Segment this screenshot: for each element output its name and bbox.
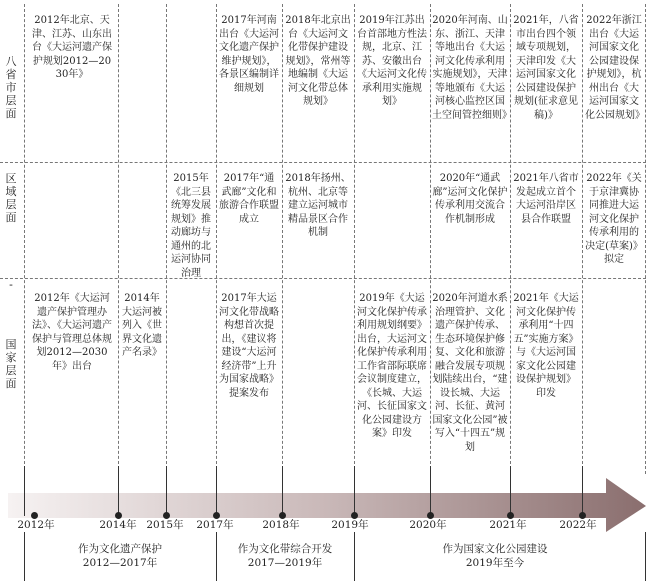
timeline-tick bbox=[282, 466, 283, 516]
timeline-tick bbox=[118, 466, 119, 516]
year-label: 2019年 bbox=[331, 519, 369, 531]
year-label: 2018年 bbox=[262, 519, 300, 531]
province-cell-2019: 2019年江苏出台首部地方性法规，北京、江苏、安徽出台《大运河文化传承利用实施规划》 bbox=[357, 15, 427, 107]
phase-divider bbox=[24, 532, 25, 581]
phase-period: 2012—2017年 bbox=[82, 557, 158, 569]
grid-vline bbox=[354, 4, 355, 474]
year-label: 2021年 bbox=[489, 519, 527, 531]
region-cell-2022: 2022年《关于京津冀协同推进大运河文化保护传承利用的决定(草案)》拟定 bbox=[585, 173, 643, 265]
grid-hline bbox=[0, 278, 646, 279]
side-label-nation: 国家层面 bbox=[5, 338, 17, 390]
phase-title: 作为文化遗产保护 bbox=[78, 543, 162, 555]
province-cell-2017: 2017年河南出台《大运河文化遗产保护维护规划》，各景区编制详细规划 bbox=[219, 15, 279, 94]
year-label: 2014年 bbox=[99, 519, 137, 531]
phase-divider bbox=[216, 532, 217, 581]
phase-title: 作为文化带综合开发 bbox=[237, 543, 333, 555]
side-label-dash: - bbox=[9, 278, 13, 291]
phase-title: 作为国家文化公园建设 bbox=[442, 543, 548, 555]
timeline-tick bbox=[216, 466, 217, 516]
phase-period: 2019年至今 bbox=[465, 557, 525, 569]
timeline-tick bbox=[430, 466, 431, 516]
phase-period: 2017—2019年 bbox=[247, 557, 323, 569]
timeline-tick bbox=[166, 466, 167, 516]
province-cell-2022: 2022年浙江出台《大运河国家文化公园建设保护规划》，杭州出台《大运河国家文化公园规划》 bbox=[585, 15, 645, 121]
year-label: 2022年 bbox=[559, 519, 597, 531]
nation-cell-2020: 2020年河道水系治理管护、文化遗产保护传承、生态环境保护修复、文化和旅游融合发展专项规划陆续出台，“建设长城、大运河、长征、黄河国家文化公园”被写入“十四五”规划 bbox=[432, 293, 508, 453]
province-cell-2012: 2012年北京、天津、江苏、山东出台《大运河遗产保护规划2012—2030年》 bbox=[32, 15, 112, 80]
grid-hline bbox=[0, 162, 646, 163]
region-cell-2018: 2018年扬州、杭州、北京等建立运河城市精品景区合作机制 bbox=[285, 173, 351, 238]
grid-vline bbox=[582, 4, 583, 474]
region-cell-2017: 2017年“通武廊”文化和旅游合作联盟成立 bbox=[219, 173, 279, 225]
timeline-tick bbox=[24, 466, 25, 516]
timeline-tick bbox=[510, 466, 511, 516]
region-cell-2020: 2020年“通武廊”运河文化保护传承利用交流合作机制形成 bbox=[432, 173, 508, 225]
nation-cell-2019: 2019年《大运河文化保护传承利用规划纲要》出台，大运河文化保护传承利用工作省部际联席会议制度建立，《长城、大运河、长征国家文化公园建设方案》印发 bbox=[357, 293, 427, 439]
phase-divider bbox=[645, 532, 646, 581]
region-cell-2021: 2021年八省市发起成立首个大运河沿岸区县合作联盟 bbox=[513, 173, 579, 225]
phase-national-park bbox=[380, 542, 610, 570]
year-label: 2020年 bbox=[409, 519, 447, 531]
side-label-province: 八省市层面 bbox=[5, 55, 17, 120]
province-cell-2021: 2021年，八省市出台四个领域专项规划，天津印发《大运河国家文化公园建设保护规划(征求意见稿)》 bbox=[513, 15, 579, 121]
grid-vline bbox=[166, 4, 167, 474]
nation-cell-2021: 2021年《大运河文化保护传承利用“十四五”实施方案》与《大运河国家文化公园建设保护规划》印发 bbox=[513, 293, 579, 399]
timeline-tick bbox=[582, 466, 583, 516]
region-cell-2015: 2015年《北三县统筹发展规划》推动廊坊与通州的北运河协同治理 bbox=[171, 173, 211, 279]
grid-vline bbox=[216, 4, 217, 474]
grid-vline bbox=[24, 4, 25, 474]
nation-cell-2012: 2012年《大运河遗产保护管理办法》、《大运河遗产保护与管理总体规划2012—2030年》出台 bbox=[32, 293, 112, 372]
nation-cell-2014: 2014年大运河被列入《世界文化遗产名录》 bbox=[122, 293, 162, 358]
province-cell-2020: 2020年河南、山东、浙江、天津等地出台《大运河文化传承利用实施规划》，天津等地颁布《大运河核心监控区国土空间管控细则》 bbox=[432, 15, 512, 121]
grid-vline bbox=[282, 4, 283, 474]
year-label: 2015年 bbox=[146, 519, 184, 531]
grid-vline bbox=[510, 4, 511, 474]
side-label-region: 区域层面 bbox=[5, 172, 17, 224]
timeline-tick bbox=[354, 466, 355, 516]
phase-heritage bbox=[40, 542, 200, 570]
grid-vline bbox=[430, 4, 431, 474]
phase-divider bbox=[354, 532, 355, 581]
province-cell-2018: 2018年北京出台《大运河文化带保护建设规划》，常州等地编制《大运河文化带总体规划》 bbox=[285, 15, 351, 107]
year-label: 2012年 bbox=[17, 519, 55, 531]
grid-vline bbox=[645, 4, 646, 474]
nation-cell-2017: 2017年大运河文化带战略构想首次提出，《建议将建设“大运河经济带”上升为国家战略》提案发布 bbox=[219, 293, 279, 399]
phase-culture-belt bbox=[220, 542, 350, 570]
grid-vline bbox=[118, 4, 119, 474]
year-label: 2017年 bbox=[196, 519, 234, 531]
